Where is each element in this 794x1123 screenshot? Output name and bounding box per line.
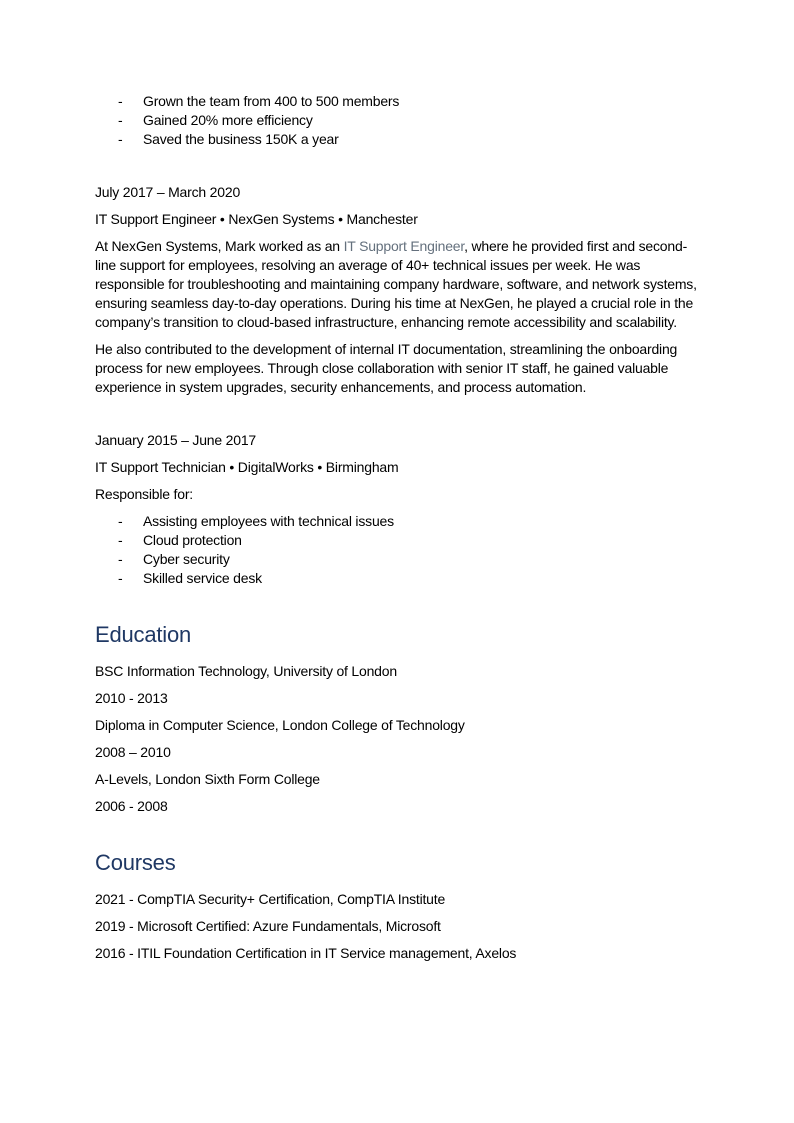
course-item: 2019 - Microsoft Certified: Azure Fundamentals, Microsoft — [95, 918, 441, 934]
job-dates: July 2017 – March 2020 — [95, 184, 241, 200]
dash-bullet: - — [118, 551, 123, 567]
achievement-item — [118, 92, 699, 111]
job-title-highlight: IT Support Engineer — [343, 238, 465, 254]
education-degree: Diploma in Computer Science, London College of Technology — [95, 717, 465, 733]
job-entry-nexgen — [95, 183, 699, 397]
job-description-paragraph-1 — [95, 237, 699, 332]
courses-section — [95, 850, 699, 963]
dash-bullet: - — [118, 93, 123, 109]
description-text: , where he provided first and second-line support for employees, resolving an average of 40+ technical issues per week. He was responsible for troubleshooting and maintaining company hardware, software, and network systems, ensuring seamless day-to-day operations. During his time at NexGen, he played a crucial role in the company’s transition to cloud-based infrastructure, enhancing remote accessibility and scalability. — [95, 238, 697, 330]
job-headline: IT Support Engineer • NexGen Systems • Manchester — [95, 211, 418, 227]
responsibility-text: Assisting employees with technical issues — [143, 513, 394, 529]
job-dates: January 2015 – June 2017 — [95, 432, 256, 448]
responsibility-list — [118, 512, 699, 588]
achievement-text: Gained 20% more efficiency — [143, 112, 313, 128]
dash-bullet: - — [118, 131, 123, 147]
dash-bullet: - — [118, 532, 123, 548]
courses-heading: Courses — [95, 850, 176, 875]
job-headline: IT Support Technician • DigitalWorks • Birmingham — [95, 459, 399, 475]
job-entry-digitalworks — [95, 431, 699, 588]
responsibility-item — [118, 512, 699, 531]
responsibility-item — [118, 531, 699, 550]
course-item: 2021 - CompTIA Security+ Certification, CompTIA Institute — [95, 891, 446, 907]
job-description-paragraph-2: He also contributed to the development of internal IT documentation, streamlining the onboarding process for new employees. Through close collaboration with senior IT staff, he gained valuable experience in system upgrades, security enhancements, and process automation. — [95, 341, 678, 395]
education-dates: 2010 - 2013 — [95, 690, 168, 706]
responsibility-text: Cyber security — [143, 551, 230, 567]
education-section — [95, 622, 699, 816]
responsibilities-intro: Responsible for: — [95, 486, 193, 502]
course-item: 2016 - ITIL Foundation Certification in IT Service management, Axelos — [95, 945, 517, 961]
education-dates: 2008 – 2010 — [95, 744, 171, 760]
dash-bullet: - — [118, 112, 123, 128]
description-text: At NexGen Systems, Mark worked as an — [95, 238, 344, 254]
dash-bullet: - — [118, 513, 123, 529]
education-dates: 2006 - 2008 — [95, 798, 168, 814]
responsibility-text: Skilled service desk — [143, 570, 262, 586]
achievement-item — [118, 130, 699, 149]
responsibility-text: Cloud protection — [143, 532, 242, 548]
education-heading: Education — [95, 622, 192, 647]
dash-bullet: - — [118, 570, 123, 586]
achievement-list — [118, 92, 699, 149]
achievement-item — [118, 111, 699, 130]
achievement-text: Saved the business 150K a year — [143, 131, 339, 147]
responsibility-item — [118, 550, 699, 569]
responsibility-item — [118, 569, 699, 588]
education-degree: BSC Information Technology, University of London — [95, 663, 397, 679]
education-degree: A-Levels, London Sixth Form College — [95, 771, 320, 787]
achievement-text: Grown the team from 400 to 500 members — [143, 93, 400, 109]
